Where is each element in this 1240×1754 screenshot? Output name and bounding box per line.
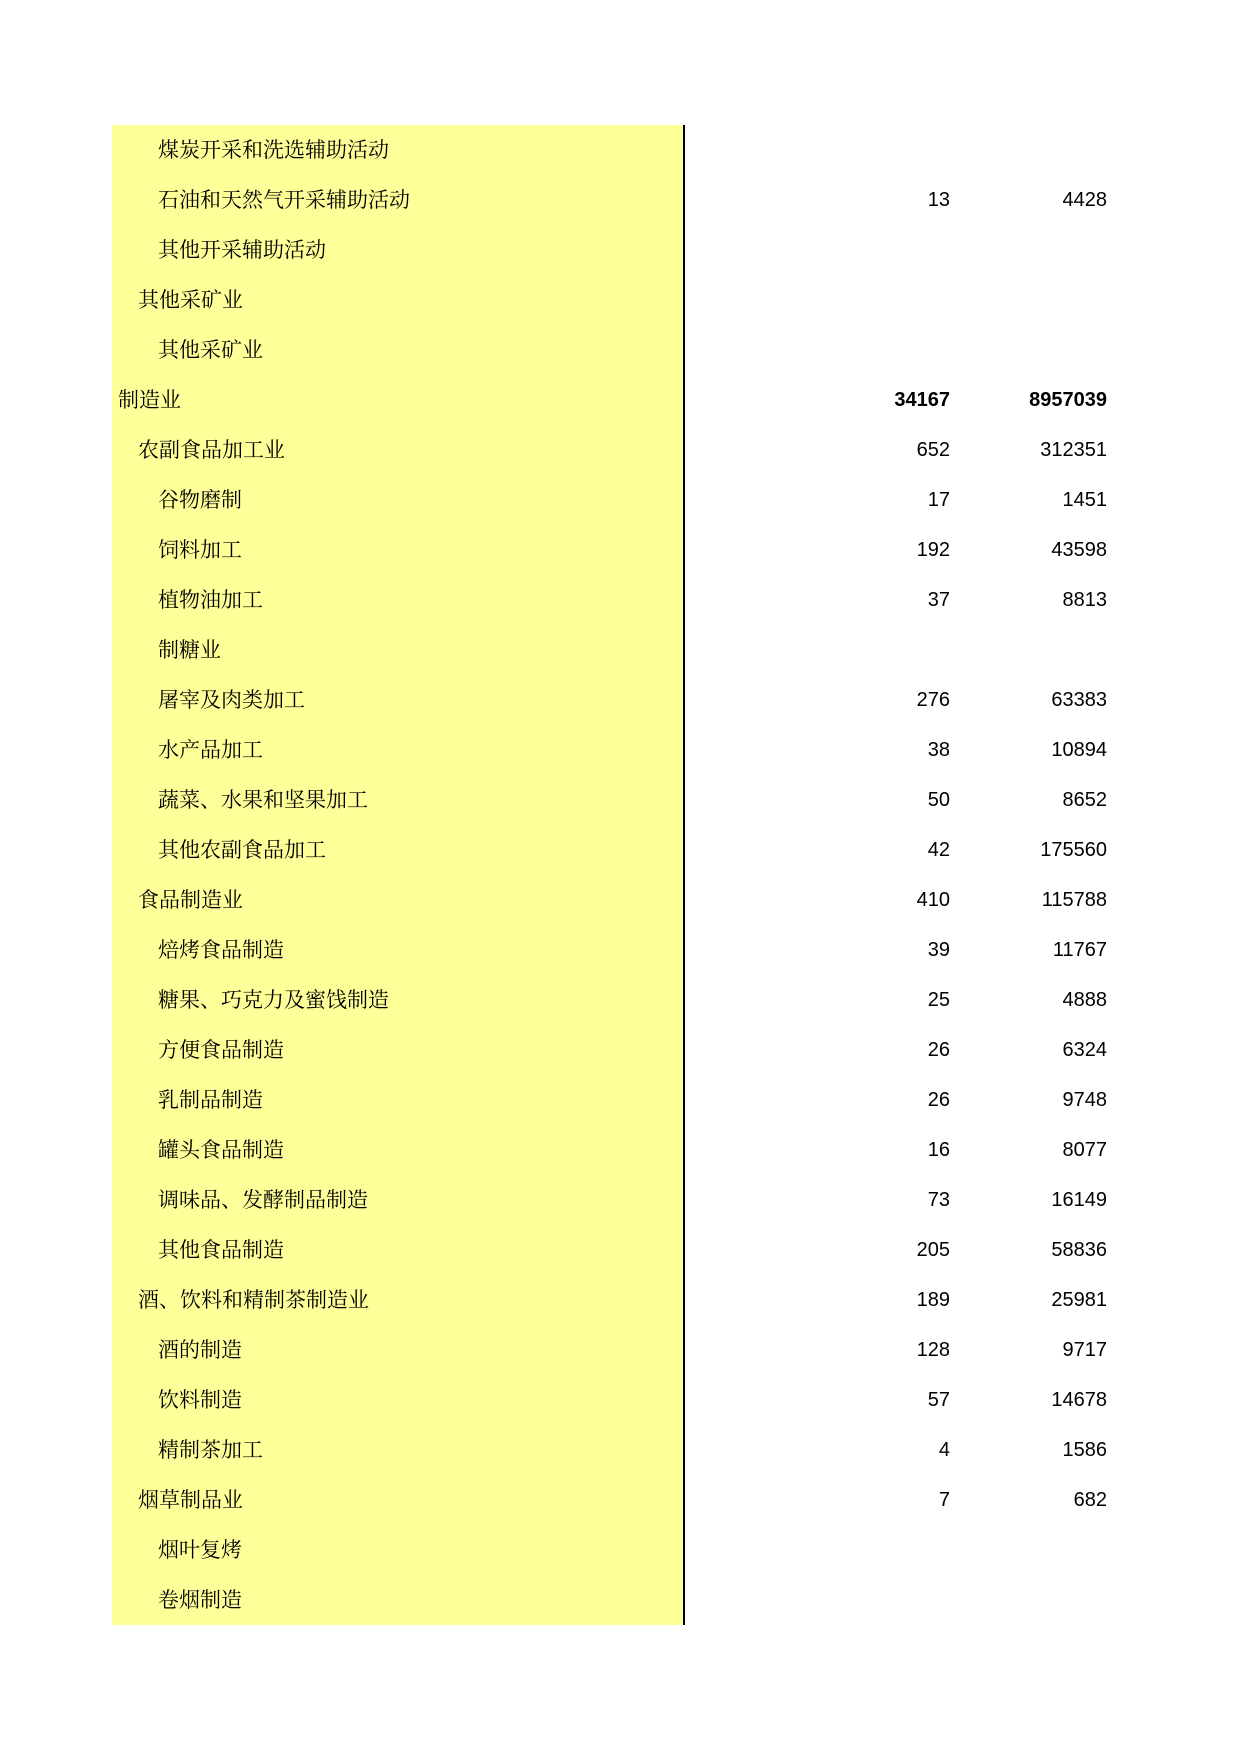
row-value-col1: 276 [916,689,950,711]
row-label: 精制茶加工 [158,1438,263,1462]
row-label: 焙烤食品制造 [158,938,284,962]
row-value-col2: 115788 [1041,889,1107,911]
row-label: 农副食品加工业 [138,438,285,462]
row-value-col1: 34167 [894,389,950,411]
spreadsheet-page [112,125,1107,1625]
table-row [112,325,1072,375]
table-row [112,775,1107,825]
table-row [112,1375,1107,1425]
row-value-col2: 8077 [1062,1139,1107,1161]
row-value-col1: 73 [927,1189,950,1211]
row-label: 植物油加工 [158,588,263,612]
row-value-col1: 42 [927,839,950,861]
row-value-col2: 58836 [1051,1239,1107,1261]
row-value-col2: 9717 [1062,1339,1107,1361]
row-value-col2: 682 [1073,1489,1107,1511]
row-value-col1 [732,275,950,325]
row-value-col2: 312351 [1040,439,1107,461]
row-value-col1 [732,225,950,275]
table-row [112,425,1107,475]
row-value-col2: 16149 [1051,1189,1107,1211]
row-value-col1 [732,1525,950,1575]
row-label: 谷物磨制 [158,488,242,512]
table-row [112,1075,1107,1125]
row-value-col2: 1451 [1062,489,1107,511]
row-label: 方便食品制造 [158,1038,284,1062]
row-value-col2: 11767 [1052,939,1107,961]
table-row [112,1325,1107,1375]
row-value-col1: 26 [927,1039,950,1061]
row-value-col1: 16 [927,1139,950,1161]
row-value-col2: 8813 [1062,589,1107,611]
row-label: 其他食品制造 [158,1238,284,1262]
row-label: 其他采矿业 [158,338,263,362]
row-label: 酒、饮料和精制茶制造业 [138,1288,369,1312]
row-value-col1: 37 [927,589,950,611]
row-value-col2 [952,225,1107,275]
row-value-col1: 128 [916,1339,950,1361]
row-label: 烟叶复烤 [158,1538,242,1562]
table-row [112,625,1072,675]
row-value-col1: 26 [927,1089,950,1111]
row-value-col2: 9748 [1062,1089,1107,1111]
row-value-col1: 410 [916,889,950,911]
table-row [112,1025,1107,1075]
row-label: 酒的制造 [158,1338,242,1362]
table-row [112,1275,1107,1325]
row-value-col2: 4428 [1062,189,1107,211]
row-label: 其他开采辅助活动 [158,238,326,262]
row-value-col1: 189 [916,1289,950,1311]
table-row [112,125,1072,175]
table-row [112,875,1107,925]
row-value-col1: 4 [938,1439,950,1461]
row-value-col1: 205 [916,1239,950,1261]
row-value-col2 [952,1575,1107,1625]
row-label: 其他采矿业 [138,288,243,312]
row-value-col2 [952,125,1107,175]
row-value-col1: 17 [927,489,950,511]
table-row [112,225,1072,275]
table-row [112,1125,1107,1175]
row-value-col1 [732,325,950,375]
table-row [112,275,1072,325]
table-row [112,575,1107,625]
row-value-col2: 6324 [1062,1039,1107,1061]
row-value-col1 [732,1575,950,1625]
row-value-col1: 39 [927,939,950,961]
row-label: 制造业 [118,388,181,412]
table-body [112,125,1107,1625]
row-value-col2 [952,325,1107,375]
row-label: 食品制造业 [138,888,243,912]
table-row [112,925,1107,975]
table-row [112,1175,1107,1225]
row-label: 煤炭开采和洗选辅助活动 [158,138,389,162]
row-value-col2: 8652 [1062,789,1107,811]
row-value-col2: 1586 [1062,1439,1107,1461]
row-label: 饲料加工 [158,538,242,562]
row-label: 糖果、巧克力及蜜饯制造 [158,988,389,1012]
table-row [112,1475,1107,1525]
row-value-col2 [952,275,1107,325]
row-label: 屠宰及肉类加工 [158,688,305,712]
row-value-col2: 175560 [1040,839,1107,861]
table-row [112,175,1107,225]
table-row [112,1425,1107,1475]
row-value-col2: 25981 [1051,1289,1107,1311]
row-value-col2 [952,1525,1107,1575]
row-value-col1: 7 [938,1489,950,1511]
row-label: 烟草制品业 [138,1488,243,1512]
table-row [112,675,1107,725]
row-label: 调味品、发酵制品制造 [158,1188,368,1212]
row-value-col1: 13 [927,189,950,211]
table-row [112,375,1107,425]
row-value-col1 [732,125,950,175]
row-value-col2: 4888 [1062,989,1107,1011]
row-label: 卷烟制造 [158,1588,242,1612]
table-row [112,825,1107,875]
table-row [112,525,1107,575]
row-value-col1 [732,625,950,675]
row-label: 饮料制造 [158,1388,242,1412]
row-value-col2: 14678 [1051,1389,1107,1411]
row-label: 石油和天然气开采辅助活动 [158,188,410,212]
table-row [112,1525,1072,1575]
row-value-col1: 652 [916,439,950,461]
row-value-col2: 43598 [1051,539,1107,561]
row-value-col2 [952,625,1107,675]
row-label: 制糖业 [158,638,221,662]
row-value-col1: 192 [916,539,950,561]
row-label: 罐头食品制造 [158,1138,284,1162]
row-value-col1: 25 [927,989,950,1011]
row-value-col1: 50 [927,789,950,811]
table-row [112,1225,1107,1275]
row-value-col2: 8957039 [1029,389,1107,411]
table-row [112,975,1107,1025]
row-value-col2: 10894 [1051,739,1107,761]
row-value-col2: 63383 [1051,689,1107,711]
row-label: 乳制品制造 [158,1088,263,1112]
row-label: 其他农副食品加工 [158,838,326,862]
table-row [112,1575,1072,1625]
table-row [112,475,1107,525]
row-value-col1: 57 [927,1389,950,1411]
row-label: 蔬菜、水果和坚果加工 [158,788,368,812]
row-value-col1: 38 [927,739,950,761]
table-row [112,725,1107,775]
row-label: 水产品加工 [158,738,263,762]
